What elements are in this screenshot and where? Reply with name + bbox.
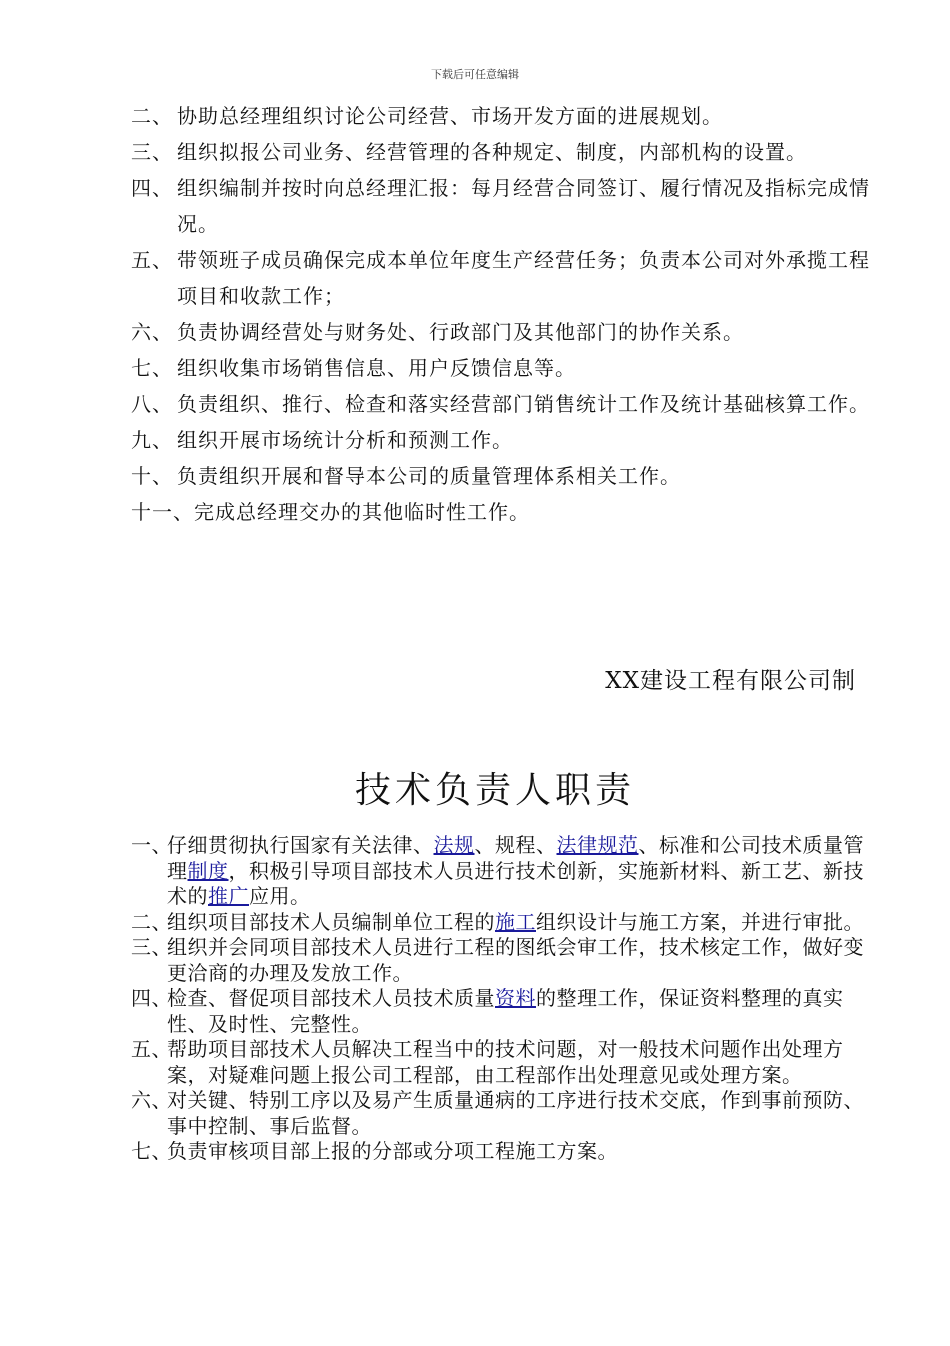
list-item-number: 四、 bbox=[131, 176, 173, 200]
list-item-number: 三、 bbox=[131, 140, 173, 164]
list-item-text: 组织收集市场销售信息、用户反馈信息等。 bbox=[177, 356, 576, 380]
list-item bbox=[131, 422, 871, 458]
list-item-text: 组织拟报公司业务、经营管理的各种规定、制度，内部机构的设置。 bbox=[177, 140, 807, 164]
inline-link[interactable]: 资料 bbox=[495, 986, 536, 1010]
list-item-text: 负责组织、推行、检查和落实经营部门销售统计工作及统计基础核算工作。 bbox=[177, 392, 870, 416]
list-item bbox=[131, 350, 871, 386]
list-item-text: 协助总经理组织讨论公司经营、市场开发方面的进展规划。 bbox=[177, 104, 723, 128]
list-item-number: 一、 bbox=[131, 833, 172, 857]
list-item-number: 三、 bbox=[131, 935, 172, 959]
list-item bbox=[131, 170, 871, 242]
list-item-number: 五、 bbox=[131, 248, 173, 272]
list-item-text: 仔细贯彻执行国家有关法律、 bbox=[167, 833, 434, 857]
list-item bbox=[131, 1037, 871, 1088]
list-item-number: 六、 bbox=[131, 1088, 172, 1112]
list-item-number: 九、 bbox=[131, 428, 173, 452]
list-item-text: ，积极引导项目部技术人员进行技术创新，实施新材料、新工艺、新技术的 bbox=[167, 858, 864, 908]
list-item bbox=[131, 910, 871, 936]
list-item bbox=[131, 134, 871, 170]
page-header-note: 下载后可任意编辑 bbox=[431, 68, 519, 81]
duties-list-b bbox=[131, 833, 871, 1165]
inline-link[interactable]: 制度 bbox=[187, 858, 229, 883]
list-item-text: 组织编制并按时向总经理汇报：每月经营合同签订、履行情况及指标完成情况。 bbox=[177, 176, 870, 236]
list-item-number: 七、 bbox=[131, 1139, 172, 1163]
section-title: 技术负责人职责 bbox=[354, 770, 635, 811]
list-item-number: 七、 bbox=[131, 356, 173, 380]
list-item bbox=[131, 98, 871, 134]
list-item bbox=[131, 935, 871, 986]
list-item-text: 带领班子成员确保完成本单位年度生产经营任务；负责本公司对外承揽工程项目和收款工作； bbox=[177, 248, 870, 308]
inline-link[interactable]: 法规 bbox=[433, 833, 475, 857]
list-item-text: 、标准和公司技术质量管理 bbox=[167, 833, 864, 883]
list-item-number: 五、 bbox=[131, 1037, 172, 1061]
list-item-number: 八、 bbox=[131, 392, 173, 416]
list-item-text: 负责组织开展和督导本公司的质量管理体系相关工作。 bbox=[177, 464, 681, 488]
list-item-number: 十、 bbox=[131, 464, 173, 488]
list-item-text: 组织项目部技术人员编制单位工程的 bbox=[167, 909, 495, 934]
list-item bbox=[131, 986, 871, 1037]
list-item-text: 负责审核项目部上报的分部或分项工程施工方案。 bbox=[167, 1139, 618, 1163]
list-item bbox=[131, 386, 871, 422]
duties-list-a bbox=[131, 98, 871, 530]
list-item bbox=[131, 242, 871, 314]
list-item-text: 组织开展市场统计分析和预测工作。 bbox=[177, 428, 513, 452]
list-item-text: 对关键、特别工序以及易产生质量通病的工序进行技术交底，作到事前预防、事中控制、事后监督。 bbox=[167, 1088, 864, 1138]
list-item-number: 四、 bbox=[131, 986, 172, 1010]
list-item-text: 应用。 bbox=[249, 884, 311, 908]
list-item-text: 、规程、 bbox=[474, 833, 557, 857]
list-item-number: 二、 bbox=[131, 909, 172, 934]
list-item-number: 二、 bbox=[131, 104, 173, 128]
list-item bbox=[131, 458, 871, 494]
inline-link[interactable]: 法律规范 bbox=[556, 833, 639, 857]
company-signature: XX建设工程有限公司制 bbox=[605, 668, 856, 694]
list-item-number: 十一、 bbox=[131, 500, 194, 524]
inline-link[interactable]: 推广 bbox=[208, 884, 249, 908]
list-item bbox=[131, 494, 871, 530]
list-item-text: 帮助项目部技术人员解决工程当中的技术问题，对一般技术问题作出处理方案，对疑难问题上报公司工程部，由工程部作出处理意见或处理方案。 bbox=[167, 1037, 844, 1087]
list-item-text: 检查、督促项目部技术人员技术质量 bbox=[167, 986, 495, 1010]
list-item bbox=[131, 1139, 871, 1165]
list-item-text: 组织并会同项目部技术人员进行工程的图纸会审工作，技术核定工作，做好变更洽商的办理及发放工作。 bbox=[167, 935, 864, 985]
list-item bbox=[131, 833, 871, 910]
list-item-number: 六、 bbox=[131, 320, 173, 344]
inline-link[interactable]: 施工 bbox=[495, 909, 536, 934]
list-item-text: 完成总经理交办的其他临时性工作。 bbox=[194, 500, 530, 524]
list-item-text: 的整理工作，保证资料整理的真实性、及时性、完整性。 bbox=[167, 986, 844, 1036]
list-item bbox=[131, 314, 871, 350]
list-item bbox=[131, 1088, 871, 1139]
list-item-text: 负责协调经营处与财务处、行政部门及其他部门的协作关系。 bbox=[177, 320, 744, 344]
list-item-text: 组织设计与施工方案，并进行审批。 bbox=[536, 909, 864, 934]
